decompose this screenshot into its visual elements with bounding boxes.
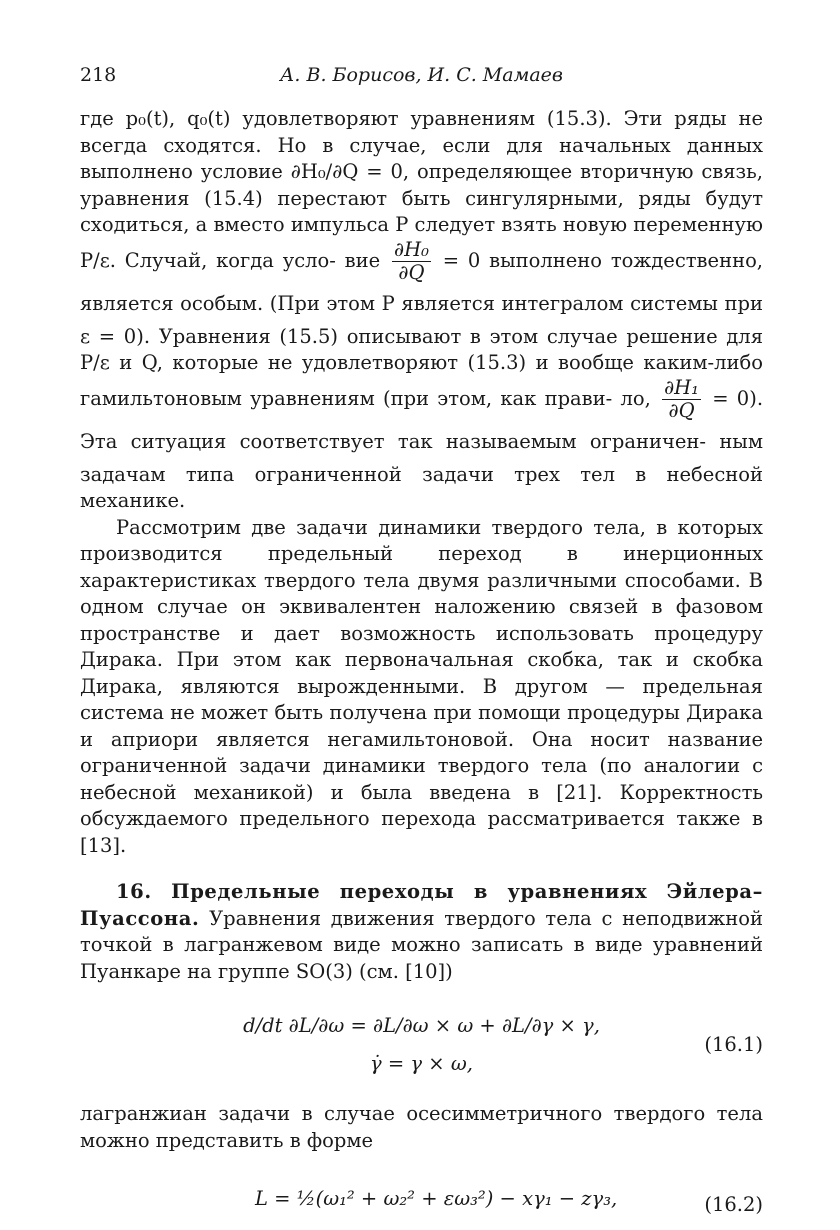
- equation-number: (16.1): [704, 1032, 763, 1056]
- paragraph-1-text-d: является интегралом системы при ε = 0). Уравнения (15.5) описывают в этом случае решение для P/ε и Q, которые не удовлетворяют (15.3) и вообще каким-либо гамильтоновым уравнениям (при этом, как прави-: [80, 291, 764, 410]
- equation-16-2-content: L = ½(ω₁² + ω₂² + εω₃²) − xγ₁ − zγ₃,: [255, 1187, 618, 1210]
- paragraph-1-text-e: ло,: [620, 386, 651, 410]
- section-title: 16. Предельные переходы в уравнениях Эйлера–Пуассона.: [80, 880, 763, 930]
- paragraph-1-text-f: = 0). Эта ситуация соответствует так называемым ограничен-: [80, 386, 764, 453]
- fraction-dH1-dQ: [662, 377, 701, 422]
- paragraph-1: [80, 106, 763, 515]
- running-head: [80, 60, 763, 90]
- paragraph-1-text-a: где p₀(t), q₀(t) удовлетворяют уравнениям (15.3). Эти ряды не всегда сходятся. Но в случае, если для начальных данных выполнено условие ∂H₀/∂Q = 0, определяющее вторичную связь, уравнения (15.4) перестают быть сингулярными, ряды будут сходиться, а вместо импульса P следует взять новую переменную P/ε. Случай, когда усло-: [80, 107, 763, 272]
- section-16: [80, 879, 763, 985]
- body-text: [80, 106, 763, 1230]
- fraction-numerator: ∂H₀: [394, 237, 429, 261]
- paragraph-1-text-c: = 0 выполнено тождественно, является особым. (При этом P: [80, 248, 764, 315]
- paragraph-1-text-b: вие: [344, 248, 381, 272]
- fraction-denominator: ∂Q: [398, 260, 425, 284]
- fraction-dH0-dQ: [392, 239, 431, 284]
- equation-16-2: [80, 1180, 763, 1230]
- equation-16-1: [80, 1007, 763, 1083]
- fraction-numerator: ∂H₁: [664, 375, 699, 399]
- section-text: Уравнения движения твердого тела с неподвижной точкой в лагранжевом виде можно записать в виде уравнений Пуанкаре на группе SO(3) (см. [10]): [80, 906, 763, 983]
- paragraph-3: лагранжиан задачи в случае осесимметричного твердого тела можно представить в форме: [80, 1102, 763, 1152]
- equation-16-1-line-1: d/dt ∂L/∂ω = ∂L/∂ω × ω + ∂L/∂γ × γ,: [243, 1014, 600, 1037]
- fraction-denominator: ∂Q: [668, 398, 695, 422]
- page-number: 218: [80, 64, 117, 86]
- paragraph-1-text-g: ным задачам типа ограниченной задачи трех тел в небесной механике.: [80, 429, 763, 512]
- equation-number: (16.2): [704, 1192, 763, 1216]
- equation-16-1-line-2: γ̇ = γ × ω,: [370, 1052, 473, 1075]
- paragraph-2: Рассмотрим две задачи динамики твердого тела, в которых производится предельный переход в инерционных характеристиках твердого тела двумя различными способами. В одном случае он эквивалентен наложению связей в фазовом пространстве и дает возможность использовать процедуру Дирака. При этом как первоначальная скобка, так и скобка Дирака, являются вырожденными. В другом — предельная система не может быть получена при помощи процедуры Дирака и априори является негамильтоновой. Она носит название ограниченной задачи динамики твердого тела (по аналогии с небесной механикой) и была введена в [21]. Корректность обсуждаемого предельного перехода рассматривается также в [13].: [80, 515, 763, 857]
- running-head-authors: А. В. Борисов, И. С. Мамаев: [280, 64, 563, 86]
- page: [80, 60, 763, 1230]
